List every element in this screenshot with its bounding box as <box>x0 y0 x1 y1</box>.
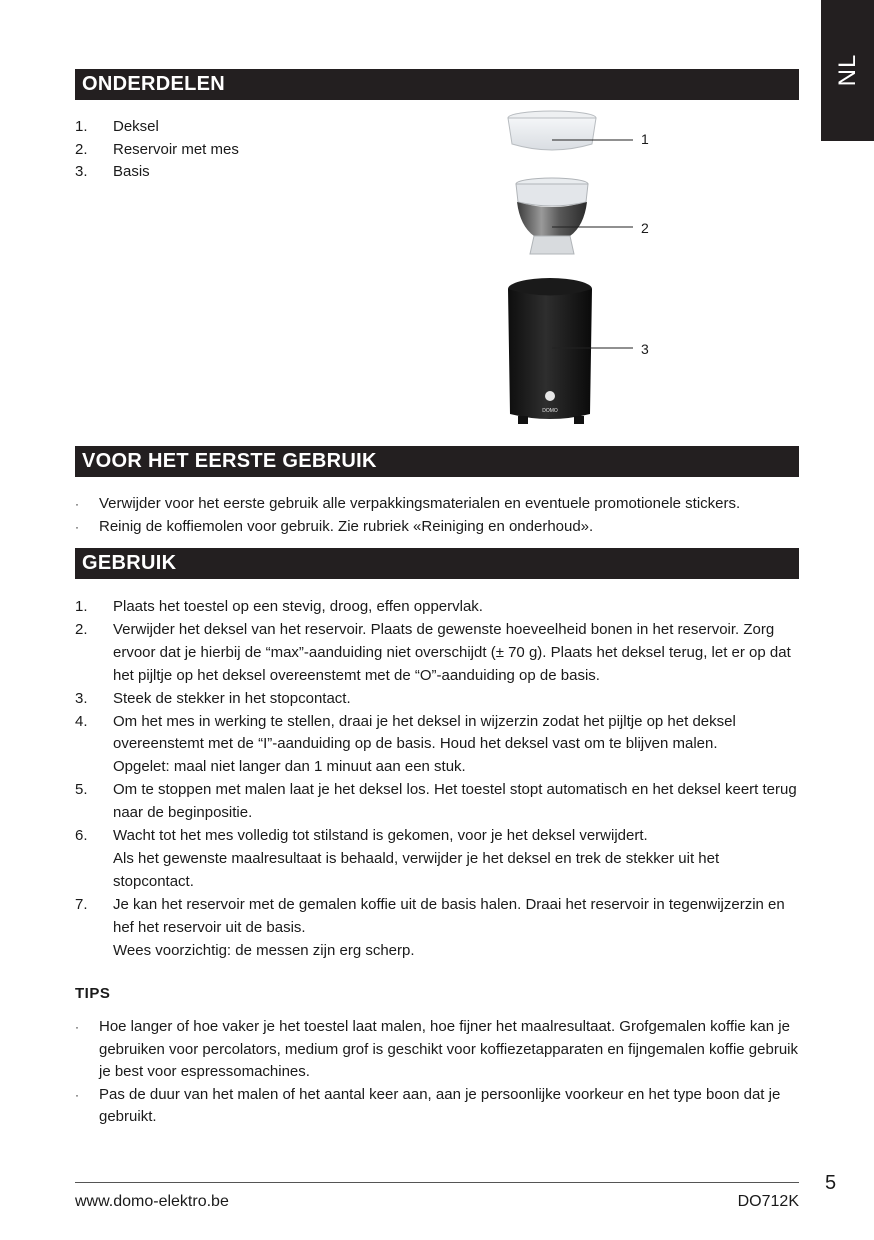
step-item <box>75 894 799 963</box>
step-item <box>75 619 799 688</box>
step-item <box>75 779 799 825</box>
step-note: Wees voorzichtig: de messen zijn erg scherp. <box>113 941 415 959</box>
tips-heading: TIPS <box>75 985 111 1002</box>
step-number: 5. <box>75 781 88 799</box>
step-number: 3. <box>75 689 88 707</box>
bullet: · <box>75 519 79 534</box>
lid-illustration <box>508 111 596 150</box>
step-number: 1. <box>75 598 88 615</box>
step-item <box>75 711 799 780</box>
callout-number: 2 <box>641 220 649 236</box>
brand-mark: DOMO <box>542 408 558 414</box>
list-item <box>75 516 799 539</box>
step-item <box>75 688 799 711</box>
footer-model: DO712K <box>737 1193 799 1210</box>
item-label: Basis <box>113 163 150 180</box>
brand-logo-icon <box>545 391 555 401</box>
footer-website: www.domo-elektro.be <box>75 1193 229 1210</box>
step-text: Wacht tot het mes volledig tot stilstand is gekomen, voor je het deksel verwijdert. <box>113 827 648 845</box>
item-text: Pas de duur van het malen of het aantal keer aan, aan je persoonlijke voorkeur en het type boon dat je gebruikt. <box>99 1085 781 1125</box>
step-item <box>75 596 799 619</box>
list-item <box>75 1084 799 1129</box>
list-item <box>75 116 239 139</box>
item-text: Reinig de koffiemolen voor gebruik. Zie rubriek «Reiniging en onderhoud». <box>99 517 594 535</box>
step-text: Je kan het reservoir met de gemalen koffie uit de basis halen. Draai het reservoir in tegenwijzerzin en hef het reservoir uit de basis. <box>113 895 785 936</box>
step-note: Als het gewenste maalresultaat is behaald, verwijder je het deksel en trek de stekker uit het stopcontact. <box>113 849 720 890</box>
language-label: NL <box>833 53 861 87</box>
item-text: Verwijder voor het eerste gebruik alle verpakkingsmaterialen en eventuele promotionele stickers. <box>99 495 741 512</box>
list-item <box>75 139 239 162</box>
tips-list <box>75 1016 799 1129</box>
list-item <box>75 1016 799 1084</box>
step-note: Opgelet: maal niet langer dan 1 minuut aan een stuk. <box>113 758 466 776</box>
step-text: Om het mes in werking te stellen, draai je het deksel in wijzerzin zodat het pijltje op het deksel overeenstemt met de “I”-aanduiding op de basis. Houd het deksel vast om te blijven malen. <box>113 712 736 753</box>
step-number: 4. <box>75 712 88 730</box>
section-header-parts: ONDERDELEN <box>75 69 799 100</box>
step-number: 6. <box>75 827 88 845</box>
item-number: 2. <box>75 140 88 158</box>
section-header-first-use: VOOR HET EERSTE GEBRUIK <box>75 446 799 477</box>
step-text: Verwijder het deksel van het reservoir. Plaats de gewenste hoeveelheid bonen in het reservoir. Zorg ervoor dat je hierbij de “max”-aanduiding niet overschijdt (± 70 g). Plaats het deksel terug, let er op dat het pijltje op het deksel overeenstemt met de “O”-aanduiding op de basis. <box>113 620 791 684</box>
callout-number: 1 <box>641 131 649 147</box>
reservoir-illustration <box>516 178 588 254</box>
item-number: 3. <box>75 163 88 180</box>
base-illustration <box>508 278 592 424</box>
bullet: · <box>75 497 79 511</box>
step-number: 7. <box>75 895 88 913</box>
page-number: 5 <box>825 1172 837 1194</box>
footer-divider <box>75 1182 799 1183</box>
language-tab <box>821 0 874 141</box>
bullet: · <box>75 1087 79 1102</box>
item-number: 1. <box>75 118 88 135</box>
list-item <box>75 161 239 184</box>
parts-list <box>75 116 239 184</box>
item-label: Deksel <box>113 118 159 135</box>
first-use-list <box>75 493 799 538</box>
list-item <box>75 493 799 516</box>
item-text: Hoe langer of hoe vaker je het toestel laat malen, hoe fijner het maalresultaat. Grofgemalen koffie kan je gebruiken voor percolators, medium grof is geschikt voor koffiezetapparaten en fijngemalen koffie gebruik je best voor espressomachines. <box>99 1018 799 1080</box>
usage-steps <box>75 596 799 963</box>
step-text: Om te stoppen met malen laat je het deksel los. Het toestel stopt automatisch en het deksel keert terug naar de beginpositie. <box>113 781 797 822</box>
step-number: 2. <box>75 620 88 638</box>
step-text: Steek de stekker in het stopcontact. <box>113 689 351 707</box>
bullet: · <box>75 1020 79 1034</box>
product-parts-diagram <box>490 106 690 444</box>
step-item <box>75 825 799 894</box>
step-text: Plaats het toestel op een stevig, droog, effen oppervlak. <box>113 598 483 615</box>
item-label: Reservoir met mes <box>113 140 239 158</box>
callout-number: 3 <box>641 341 649 357</box>
section-header-usage: GEBRUIK <box>75 548 799 579</box>
